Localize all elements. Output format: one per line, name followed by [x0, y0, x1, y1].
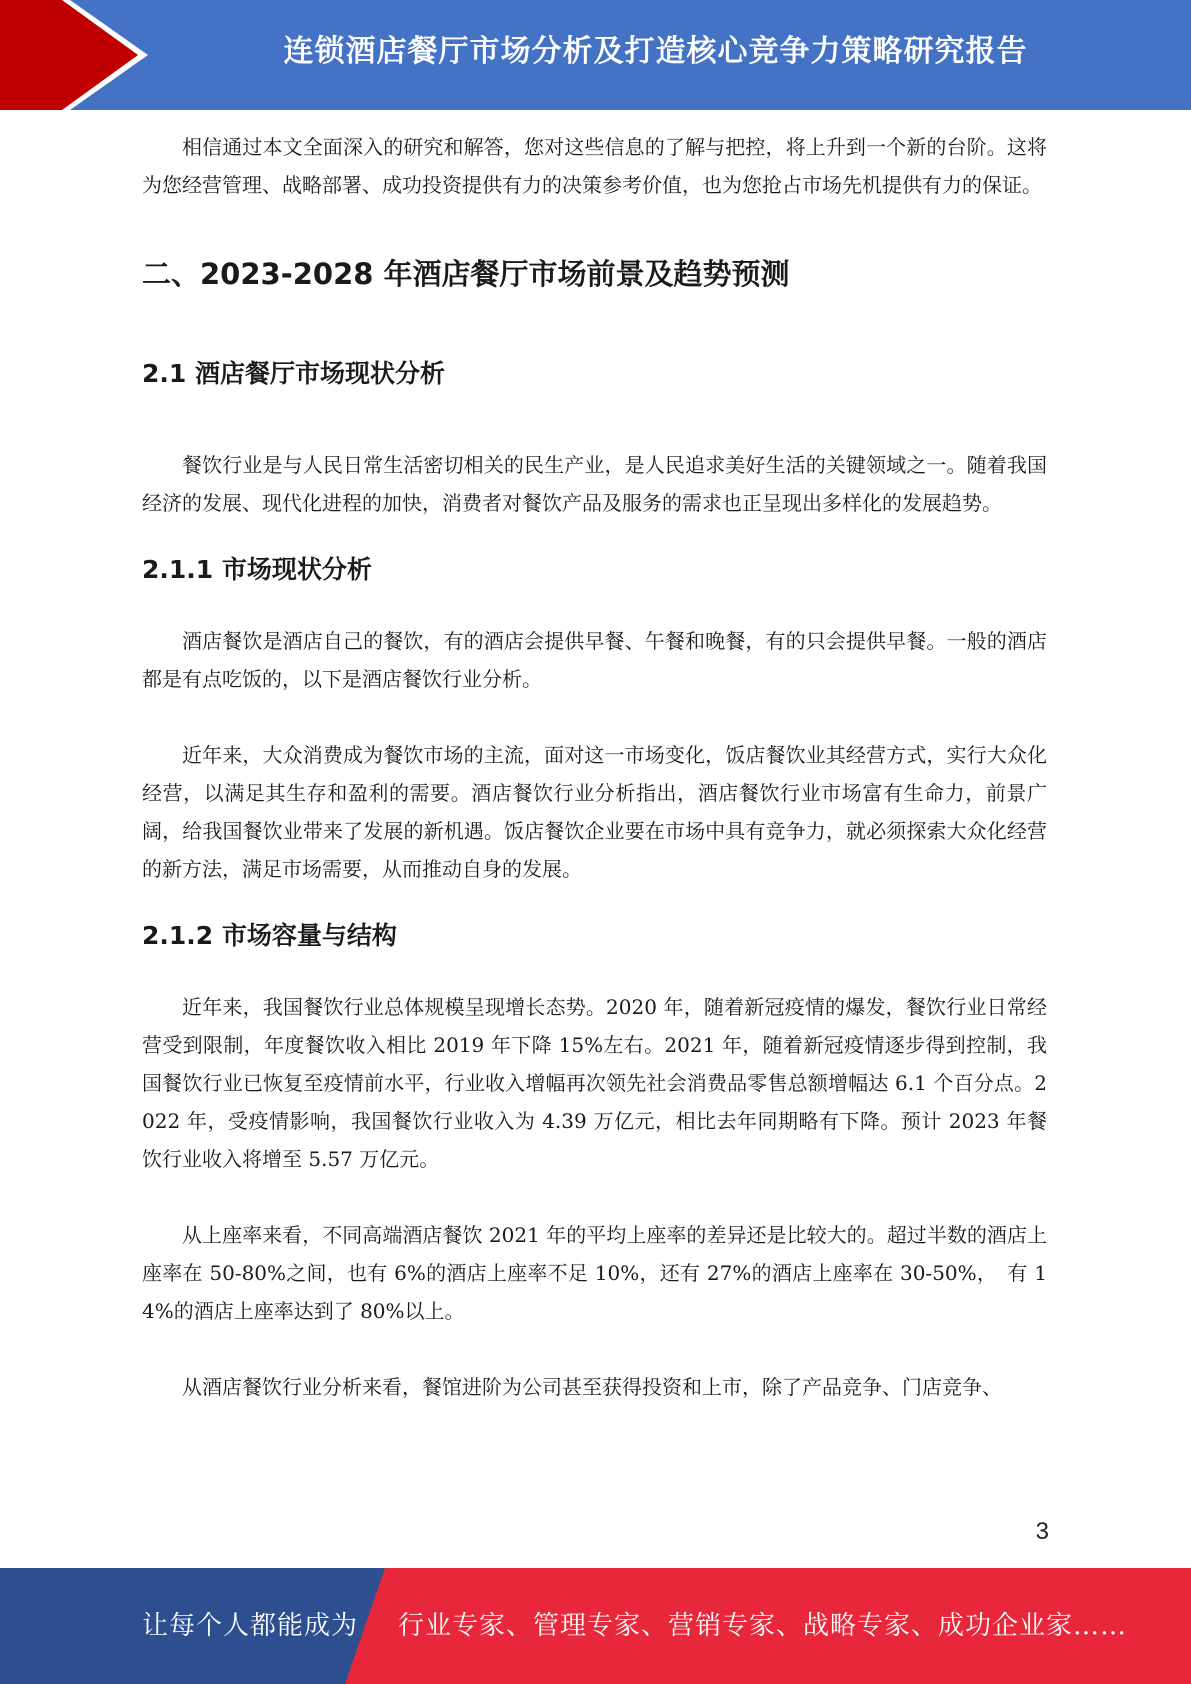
page-number: 3: [1035, 1518, 1049, 1545]
sub-subsection-1-heading: 2.1.1 市场现状分析: [142, 555, 372, 584]
document-body: [142, 128, 1047, 1406]
footer-slogan-right: 行业专家、管理专家、营销专家、战略专家、成功企业家……: [398, 1611, 1128, 1641]
sub-subsection-2-paragraph-1: 近年来，我国餐饮行业总体规模呈现增长态势。2020 年，随着新冠疫情的爆发，餐饮行业日常经营受到限制，年度餐饮收入相比 2019 年下降 15%左右。2021 年，随着新冠疫情逐步得到控制，我国餐饮行业已恢复至疫情前水平，行业收入增幅再次领先社会消费品零售总额增幅达 6.1 个百分点。2022 年，受疫情影响，我国餐饮行业收入为 4.39 万亿元，相比去年同期略有下降。预计 2023 年餐饮行业收入将增至 5.57 万亿元。: [142, 995, 1047, 1171]
footer-banner: [0, 1568, 1191, 1684]
sub-subsection-2-paragraph-3: 从酒店餐饮行业分析来看，餐馆进阶为公司甚至获得投资和上市，除了产品竞争、门店竞争、: [182, 1375, 1002, 1399]
section-heading: 二、2023-2028 年酒店餐厅市场前景及趋势预测: [142, 257, 790, 291]
header-chevron-decoration: [0, 0, 160, 110]
sub-subsection-2-paragraph-2: 从上座率来看，不同高端酒店餐饮 2021 年的平均上座率的差异还是比较大的。超过半数的酒店上座率在 50-80%之间，也有 6%的酒店上座率不足 10%，还有 27%的酒店上座率在 30-50%， 有 14%的酒店上座率达到了 80%以上。: [142, 1223, 1047, 1323]
sub-subsection-1-paragraph-1: 酒店餐饮是酒店自己的餐饮，有的酒店会提供早餐、午餐和晚餐，有的只会提供早餐。一般的酒店都是有点吃饭的，以下是酒店餐饮行业分析。: [142, 629, 1047, 691]
subsection-heading: 2.1 酒店餐厅市场现状分析: [142, 359, 445, 388]
footer-slogan-left: 让每个人都能成为: [142, 1611, 359, 1641]
sub-subsection-2-heading: 2.1.2 市场容量与结构: [142, 921, 397, 950]
header-banner: [0, 0, 1191, 110]
intro-paragraph: 相信通过本文全面深入的研究和解答，您对这些信息的了解与把控，将上升到一个新的台阶。这将为您经营管理、战略部署、成功投资提供有力的决策参考价值，也为您抢占市场先机提供有力的保证。: [142, 135, 1047, 197]
subsection-paragraph: 餐饮行业是与人民日常生活密切相关的民生产业，是人民追求美好生活的关键领域之一。随着我国经济的发展、现代化进程的加快，消费者对餐饮产品及服务的需求也正呈现出多样化的发展趋势。: [142, 453, 1047, 515]
sub-subsection-1-paragraph-2: 近年来，大众消费成为餐饮市场的主流，面对这一市场变化，饭店餐饮业其经营方式，实行大众化经营，以满足其生存和盈利的需要。酒店餐饮行业分析指出，酒店餐饮行业市场富有生命力，前景广阔，给我国餐饮业带来了发展的新机遇。饭店餐饮企业要在市场中具有竞争力，就必须探索大众化经营的新方法，满足市场需要，从而推动自身的发展。: [142, 743, 1047, 881]
document-title: 连锁酒店餐厅市场分析及打造核心竞争力策略研究报告: [283, 34, 1028, 69]
